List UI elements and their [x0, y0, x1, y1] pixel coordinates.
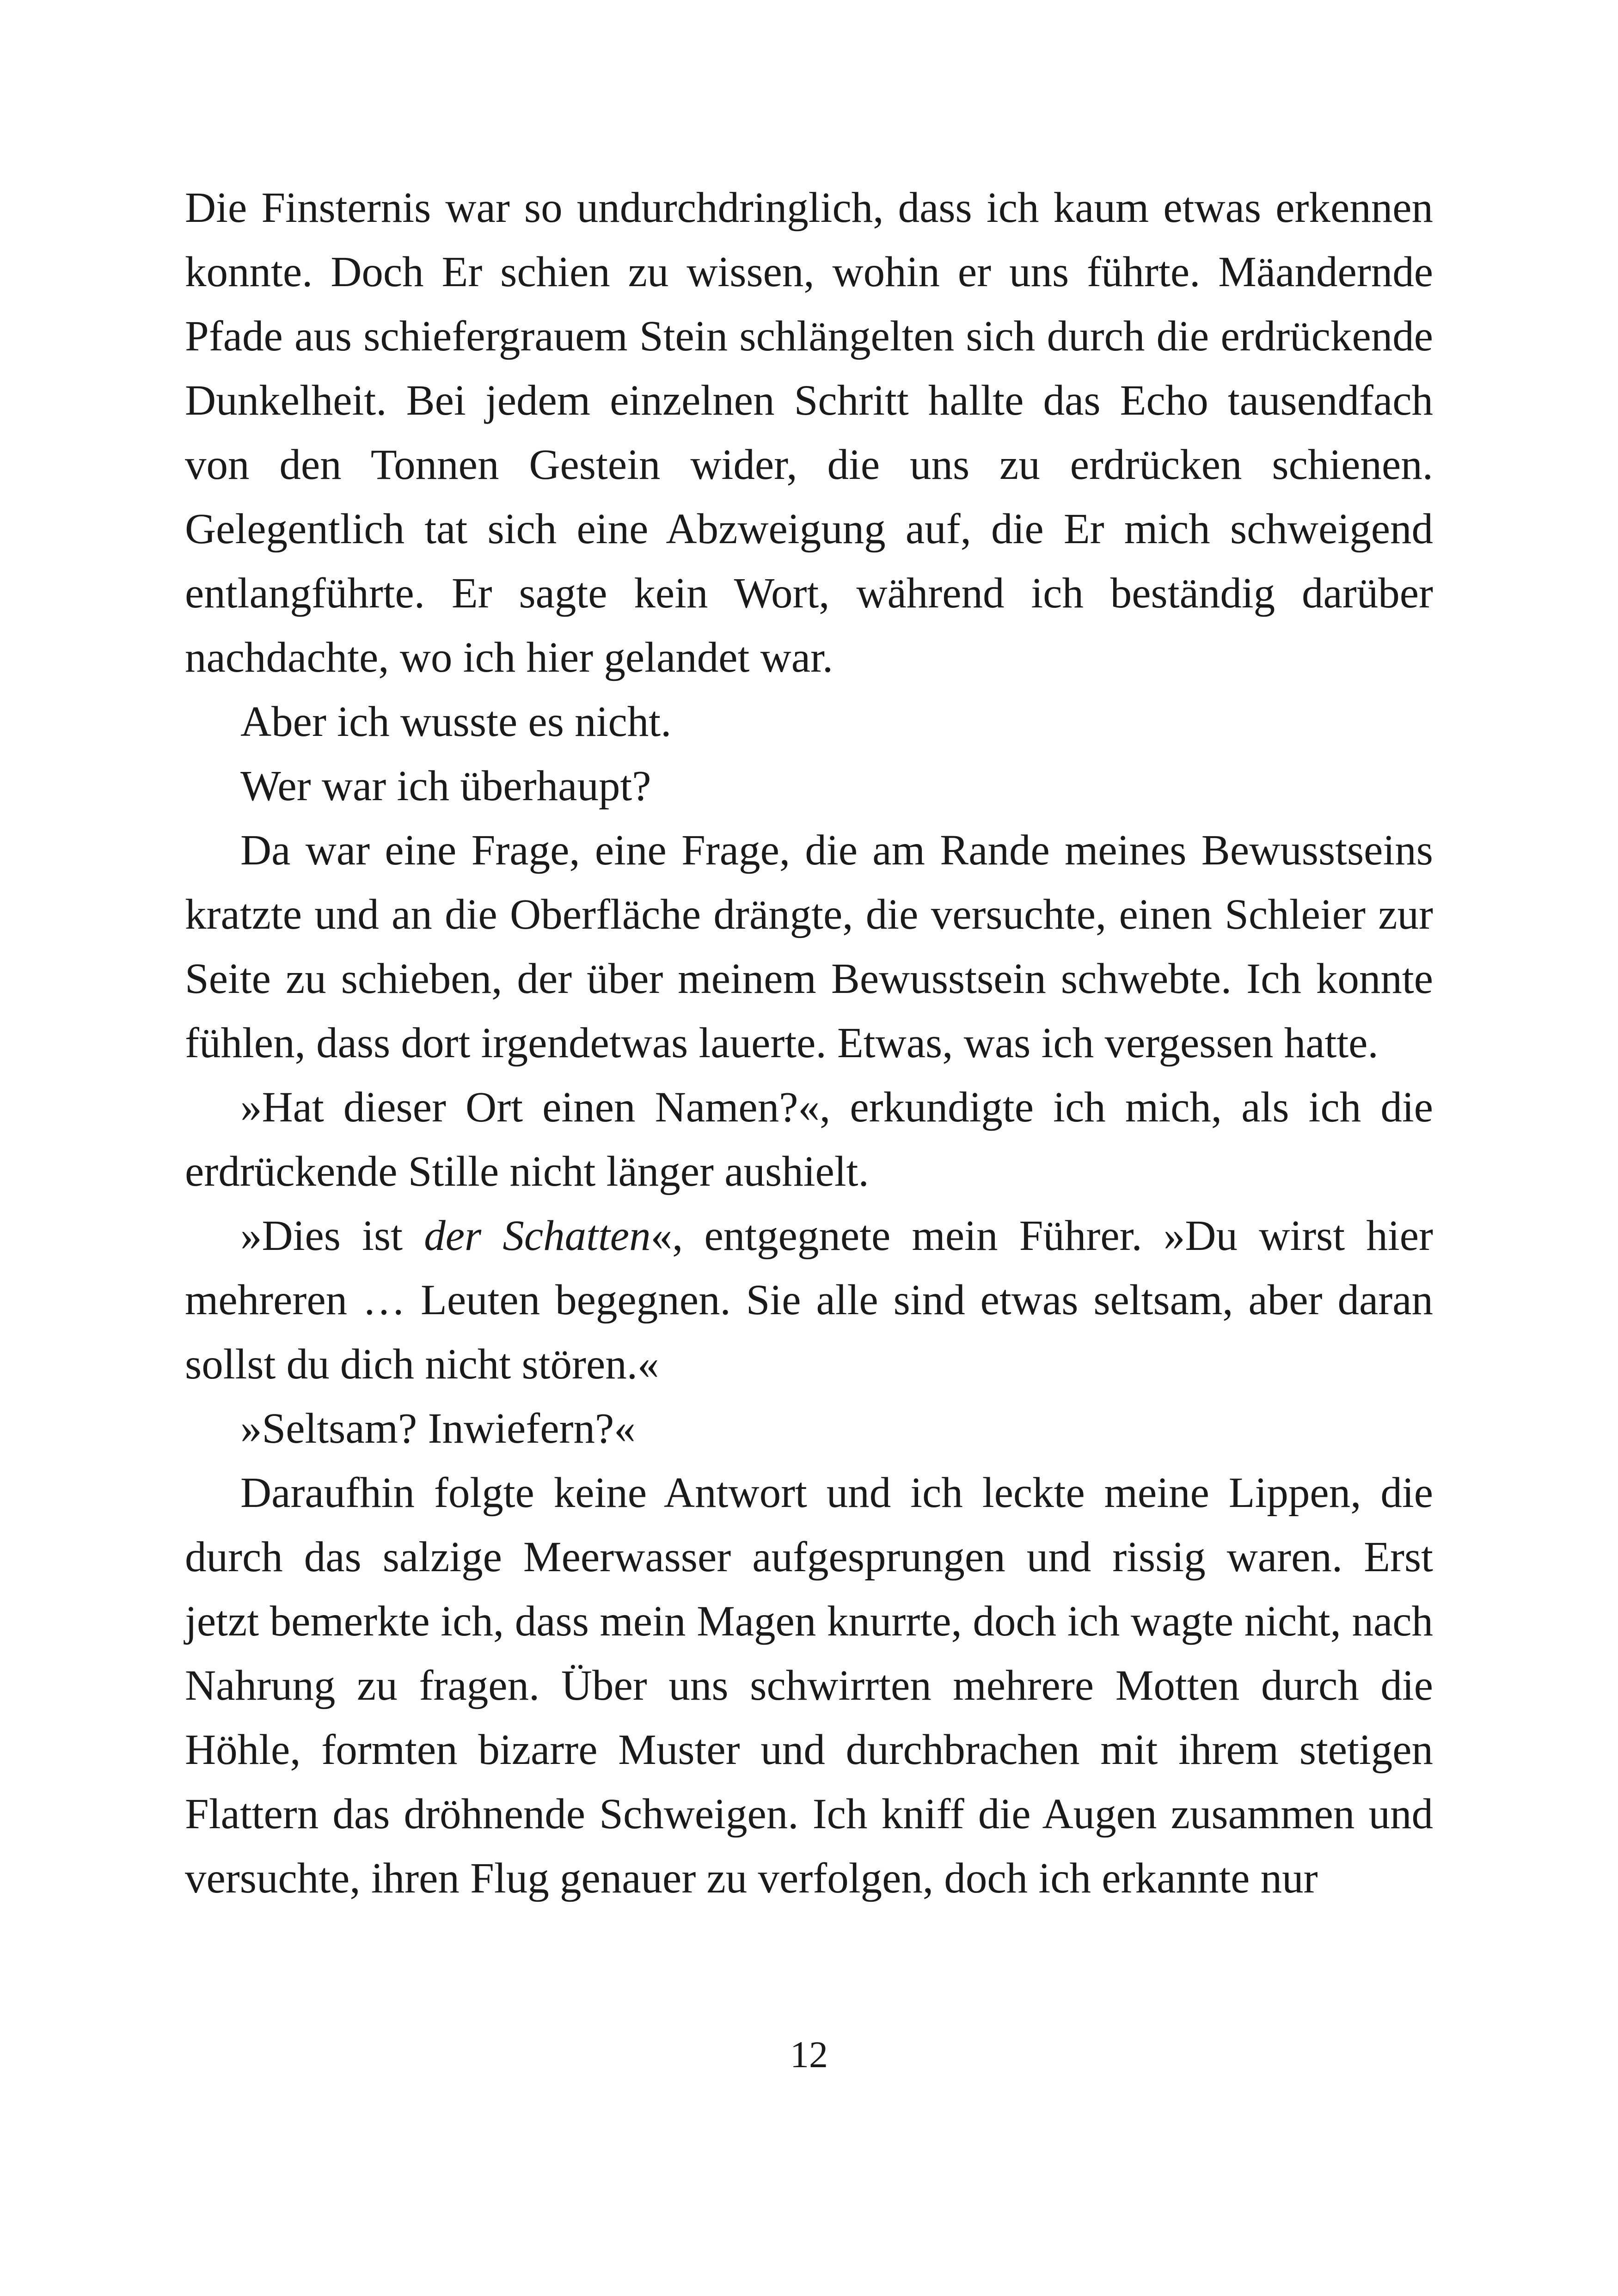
paragraph-8 [185, 1461, 1433, 1910]
paragraph-text: Daraufhin folgte keine Antwort und ich leckte meine Lippen, die durch das salzige Meerwasser aufgesprungen und rissig waren. Erst jetzt bemerkte ich, dass mein Magen knurrte, doch ich wagte nicht, nach Nahrung zu fragen. Über uns schwirrten mehrere Motten durch die Höhle, formten bizarre Muster und durchbrachen mit ihrem stetigen Flattern das dröhnende Schweigen. Ich kniff die Augen zusammen und versuchte, ihren Flug genauer zu verfolgen, doch ich erkannte nur [185, 1469, 1433, 1902]
paragraph-6 [185, 1204, 1433, 1396]
paragraph-text: Aber ich wusste es nicht. [240, 698, 672, 746]
paragraph-4 [185, 818, 1433, 1075]
paragraph-text: Da war eine Frage, eine Frage, die am Rande meines Bewusstseins kratzte und an die Oberfläche drängte, die versuchte, einen Schleier zur Seite zu schieben, der über meinem Bewusstsein schwebte. Ich konnte fühlen, dass dort irgendetwas lauerte. Etwas, was ich vergessen hatte. [185, 827, 1433, 1067]
paragraph-text: »Dies ist [240, 1212, 424, 1260]
page-number: 12 [790, 2033, 828, 2076]
paragraph-7 [185, 1396, 1433, 1461]
paragraph-3 [185, 754, 1433, 818]
book-page-body [185, 176, 1433, 1910]
paragraph-2 [185, 690, 1433, 754]
paragraph-text: Die Finsternis war so undurchdringlich, dass ich kaum etwas erkennen konnte. Doch Er schien zu wissen, wohin er uns führte. Mäandernde Pfade aus schiefergrauem Stein schlängelten sich durch die erdrückende Dunkelheit. Bei jedem einzelnen Schritt hallte das Echo tausendfach von den Tonnen Gestein wider, die uns zu erdrücken schienen. Gelegentlich tat sich eine Abzweigung auf, die Er mich schweigend entlangführte. Er sagte kein Wort, während ich beständig darüber nachdachte, wo ich hier gelandet war. [185, 184, 1433, 681]
paragraph-text: «, entgegnete mein Führer. »Du wirst hier mehreren … Leuten begegnen. Sie alle sind etwas seltsam, aber daran sollst du dich nicht stören.« [185, 1212, 1433, 1388]
italic-phrase: der Schatten [424, 1212, 651, 1260]
paragraph-text: »Seltsam? Inwiefern?« [240, 1405, 636, 1452]
paragraph-text: »Hat dieser Ort einen Namen?«, erkundigte ich mich, als ich die erdrückende Stille nicht länger aushielt. [185, 1084, 1433, 1195]
paragraph-1 [185, 176, 1433, 690]
paragraph-text: Wer war ich überhaupt? [240, 762, 651, 810]
paragraph-5 [185, 1075, 1433, 1204]
